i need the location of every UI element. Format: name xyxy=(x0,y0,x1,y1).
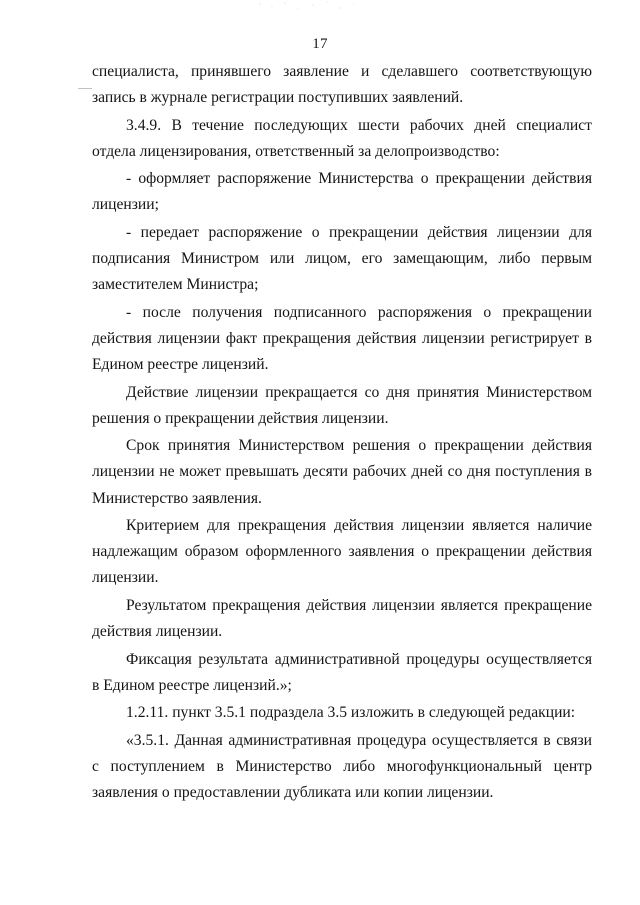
paragraph-4: - передает распоряжение о прекращении действия лицензии для подписания Министром или лицом, его замещающим, либо первым заместителем Министра; xyxy=(92,224,592,294)
scan-edge-mark xyxy=(78,88,92,89)
paragraph-5: - после получения подписанного распоряжения о прекращении действия лицензии факт прекращения действия лицензии регистрирует в Едином реестре лицензий. xyxy=(92,303,592,374)
page-number: 17 xyxy=(312,36,328,52)
paragraph-2: 3.4.9. В течение последующих шести рабочих дней специалист отдела лицензирования, ответственный за делопроизводство: xyxy=(92,116,592,160)
scan-noise-marks xyxy=(250,0,370,20)
paragraph-10: Фиксация результата административной процедуры осуществляется в Едином реестре лицензий.»; xyxy=(92,650,592,694)
paragraph-9: Результатом прекращения действия лицензии является прекращение действия лицензии. xyxy=(92,596,592,640)
document-body xyxy=(92,59,592,808)
paragraph-12: «3.5.1. Данная административная процедура осуществляется в связи с поступлением в Министерство либо многофункциональный центр заявления о предоставлении дубликата или копии лицензии. xyxy=(92,731,592,802)
paragraph-8: Критерием для прекращения действия лицензии является наличие надлежащим образом оформленного заявления о прекращении действия лицензии. xyxy=(92,517,592,587)
paragraph-3: - оформляет распоряжение Министерства о прекращении действия лицензии; xyxy=(92,170,592,214)
paragraph-7: Срок принятия Министерством решения о прекращении действия лицензии не может превышать десяти рабочих дней со дня поступления в Министерство заявления. xyxy=(92,437,592,507)
paragraph-6: Действие лицензии прекращается со дня принятия Министерством решения о прекращении действия лицензии. xyxy=(92,383,592,427)
paragraph-1: специалиста, принявшего заявление и сделавшего соответствующую запись в журнале регистрации поступивших заявлений. xyxy=(92,63,592,107)
paragraph-11: 1.2.11. пункт 3.5.1 подраздела 3.5 изложить в следующей редакции: xyxy=(126,704,576,722)
